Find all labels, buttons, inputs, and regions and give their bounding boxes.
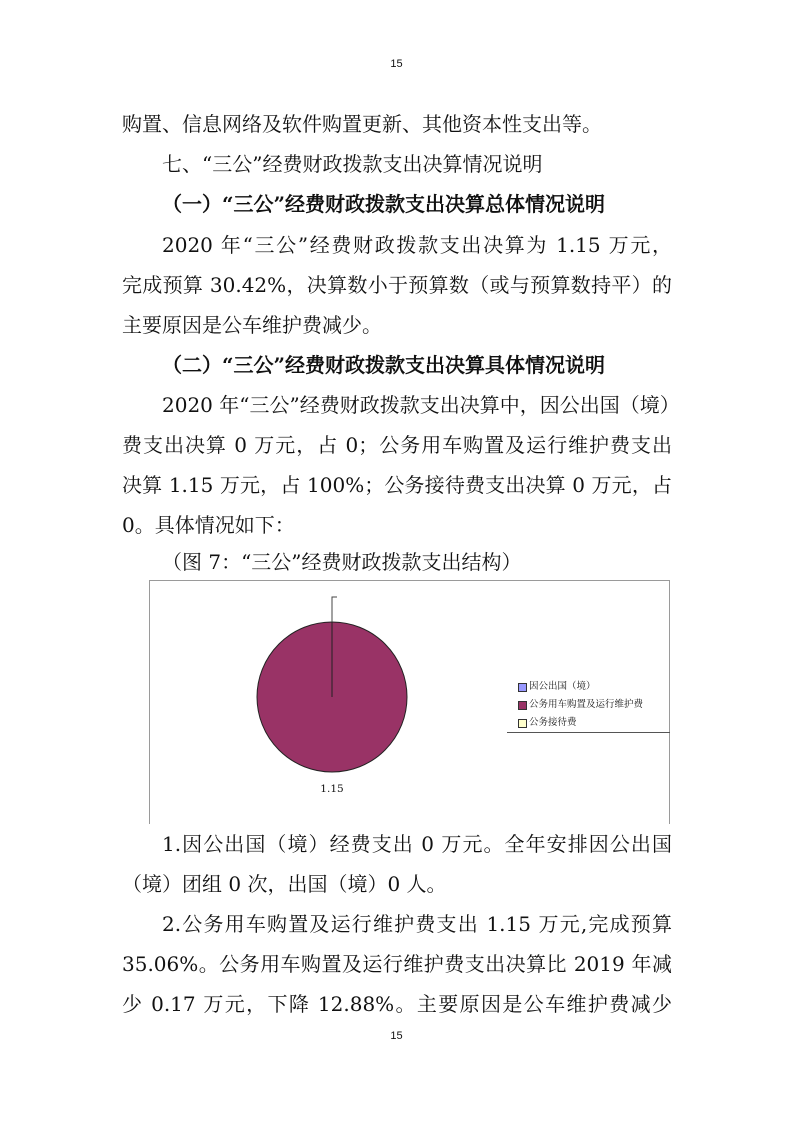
- paragraph-line: 2020 年“三公”经费财政拨款支出决算中，因公出国（境）: [162, 393, 680, 417]
- legend-swatch: [518, 683, 527, 692]
- subheading-detail: （二）“三公”经费财政拨款支出决算具体情况说明: [162, 353, 606, 377]
- legend-item: [507, 714, 670, 732]
- legend-label: 因公出国（境）: [529, 681, 596, 692]
- legend-swatch: [518, 719, 527, 728]
- paragraph-line: 少 0.17 万元，下降 12.88%。主要原因是公车维护费减少: [122, 992, 672, 1016]
- legend-label: 公务接待费: [529, 717, 577, 728]
- legend-swatch: [518, 701, 527, 710]
- paragraph-line: （境）团组 0 次，出国（境）0 人。: [122, 872, 447, 896]
- legend-label: 公务用车购置及运行维护费: [529, 699, 644, 710]
- paragraph-line: 0。具体情况如下：: [122, 513, 295, 537]
- paragraph-line: 2.公务用车购置及运行维护费支出 1.15 万元,完成预算: [162, 912, 672, 936]
- section-heading: 七、“三公”经费财政拨款支出决算情况说明: [162, 152, 543, 176]
- figure-caption: （图 7：“三公”经费财政拨款支出结构）: [162, 550, 522, 574]
- paragraph-line: 35.06%。公务用车购置及运行维护费支出决算比 2019 年减: [122, 952, 672, 976]
- chart-legend: [507, 678, 670, 732]
- legend-item: [507, 696, 670, 714]
- paragraph-line: 主要原因是公车维护费减少。: [122, 313, 382, 337]
- subheading-overall: （一）“三公”经费财政拨款支出决算总体情况说明: [162, 192, 606, 216]
- pie-data-label: 1.15: [320, 783, 344, 795]
- paragraph-line: 完成预算 30.42%，决算数小于预算数（或与预算数持平）的: [122, 273, 672, 297]
- paragraph-line: 2020 年“三公”经费财政拨款支出决算为 1.15 万元，: [162, 233, 672, 257]
- page-number-bottom: 15: [390, 1030, 403, 1042]
- page-number-top: 15: [390, 58, 403, 70]
- paragraph-line: 决算 1.15 万元，占 100%；公务接待费支出决算 0 万元，占: [122, 473, 672, 497]
- legend-item: [507, 678, 670, 696]
- paragraph-line: 购置、信息网络及软件购置更新、其他资本性支出等。: [122, 112, 602, 136]
- legend-divider: [507, 732, 670, 733]
- paragraph-line: 费支出决算 0 万元，占 0；公务用车购置及运行维护费支出: [122, 433, 672, 457]
- paragraph-line: 1.因公出国（境）经费支出 0 万元。全年安排因公出国: [162, 832, 672, 856]
